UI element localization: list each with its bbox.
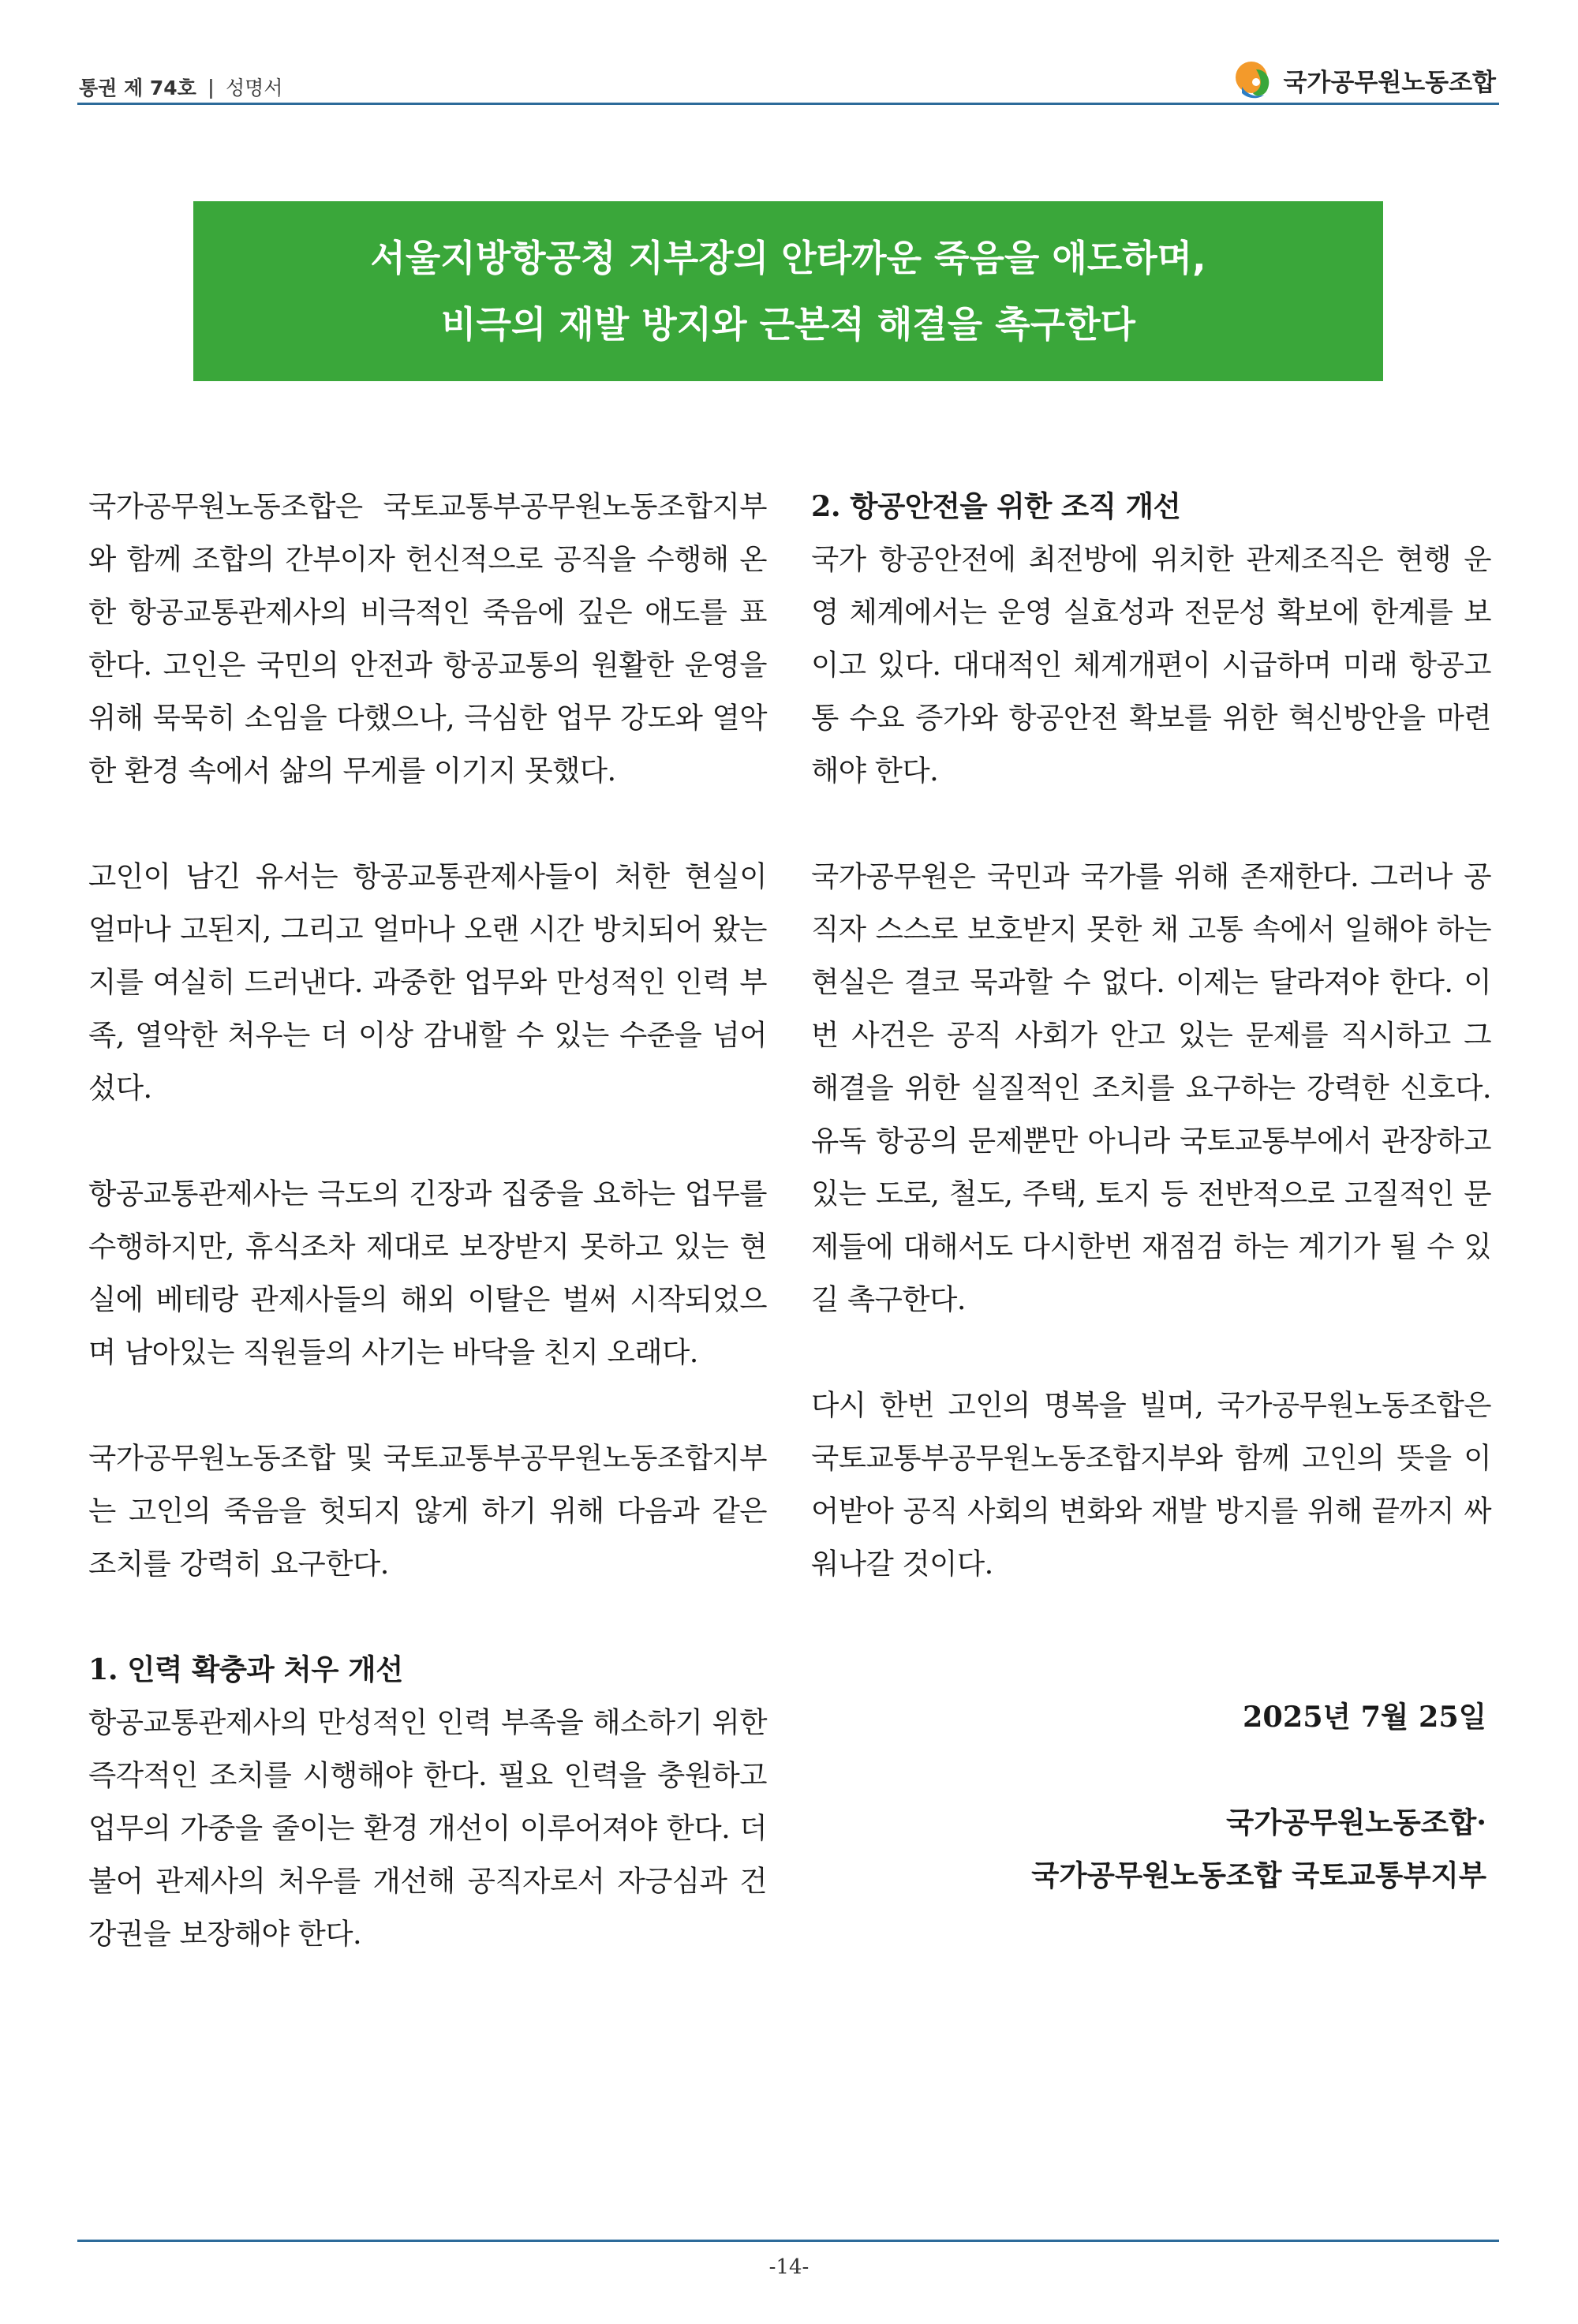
- header-rule: [77, 103, 1499, 105]
- paragraph: 다시 한번 고인의 명복을 빌며, 국가공무원노동조합은 국토교통부공무원노동조합지부와 함께 고인의 뜻을 이어받아 공직 사회의 변화와 재발 방지를 위해 끝까지 싸워나갈 것이다.: [811, 1388, 1491, 1581]
- right-column: [811, 480, 1491, 1643]
- footer-rule: [77, 2240, 1499, 2242]
- paragraph: 항공교통관제사의 만성적인 인력 부족을 해소하기 위한 즉각적인 조치를 시행해야 한다. 필요 인력을 충원하고 업무의 가중을 줄이는 환경 개선이 이루어져야 한다. 더불어 관제사의 처우를 개선해 공직자로서 자긍심과 건강권을 보장해야 한다.: [88, 1705, 767, 1951]
- demand-heading-2: 2. 항공안전을 위한 조직 개선: [811, 489, 1181, 523]
- signatory-union: 국가공무원노동조합·: [1225, 1806, 1486, 1839]
- title-line-2: 비극의 재발 방지와 근본적 해결을 촉구한다: [441, 303, 1135, 346]
- signatory-branch: 국가공무원노동조합 국토교통부지부: [1031, 1858, 1486, 1892]
- paragraph: 국가공무원노동조합은 국토교통부공무원노동조합지부와 함께 조합의 간부이자 헌신적으로 공직을 수행해 온 한 항공교통관제사의 비극적인 죽음에 깊은 애도를 표한다. 고인은 국민의 안전과 항공교통의 원활한 운영을 위해 묵묵히 소임을 다했으나, 극심한 업무 강도와 열악한 환경 속에서 삶의 무게를 이기지 못했다.: [88, 489, 767, 788]
- union-name: 국가공무원노동조합: [1283, 68, 1496, 97]
- title-line-1: 서울지방항공청 지부장의 안타까운 죽음을 애도하며,: [370, 237, 1206, 279]
- header-separator: |: [207, 75, 215, 99]
- left-column: [88, 480, 767, 2013]
- statement-title-box: [193, 201, 1383, 381]
- paragraph: 국가공무원노동조합 및 국토교통부공무원노동조합지부는 고인의 죽음을 헛되지 않게 하기 위해 다음과 같은 조치를 강력히 요구한다.: [88, 1441, 767, 1581]
- demand-heading-1: 1. 인력 확충과 처우 개선: [88, 1652, 403, 1686]
- paragraph: 항공교통관제사는 극도의 긴장과 집중을 요하는 업무를 수행하지만, 휴식조차 제대로 보장받지 못하고 있는 현실에 베테랑 관제사들의 해외 이탈은 벌써 시작되었으며 남아있는 직원들의 사기는 바닥을 친지 오래다.: [88, 1177, 767, 1369]
- section-name: 성명서: [225, 77, 283, 99]
- issue-number: 통권 제 74호: [79, 77, 196, 99]
- running-header: [79, 73, 282, 101]
- paragraph: 고인이 남긴 유서는 항공교통관제사들이 처한 현실이 얼마나 고된지, 그리고 얼마나 오랜 시간 방치되어 왔는지를 여실히 드러낸다. 과중한 업무와 만성적인 인력 부족, 열악한 처우는 더 이상 감내할 수 있는 수준을 넘어섰다.: [88, 859, 767, 1105]
- union-logo: [1232, 58, 1496, 101]
- paragraph: 국가공무원은 국민과 국가를 위해 존재한다. 그러나 공직자 스스로 보호받지 못한 채 고통 속에서 일해야 하는 현실은 결코 묵과할 수 없다. 이제는 달라져야 한다. 이번 사건은 공직 사회가 안고 있는 문제를 직시하고 그 해결을 위한 실질적인 조치를 요구하는 강력한 신호다. 유독 항공의 문제뿐만 아니라 국토교통부에서 관장하고 있는 도로, 철도, 주택, 토지 등 전반적으로 고질적인 문제들에 대해서도 다시한번 재점검 하는 계기가 될 수 있길 촉구한다.: [811, 859, 1491, 1316]
- statement-date: 2025년 7월 25일: [1243, 1700, 1486, 1734]
- union-emblem-icon: [1232, 58, 1277, 101]
- paragraph: 국가 항공안전에 최전방에 위치한 관제조직은 현행 운영 체계에서는 운영 실효성과 전문성 확보에 한계를 보이고 있다. 대대적인 체계개편이 시급하며 미래 항공고통 수요 증가와 항공안전 확보를 위한 혁신방안을 마련해야 한다.: [811, 542, 1491, 788]
- page-number: -14-: [768, 2255, 810, 2279]
